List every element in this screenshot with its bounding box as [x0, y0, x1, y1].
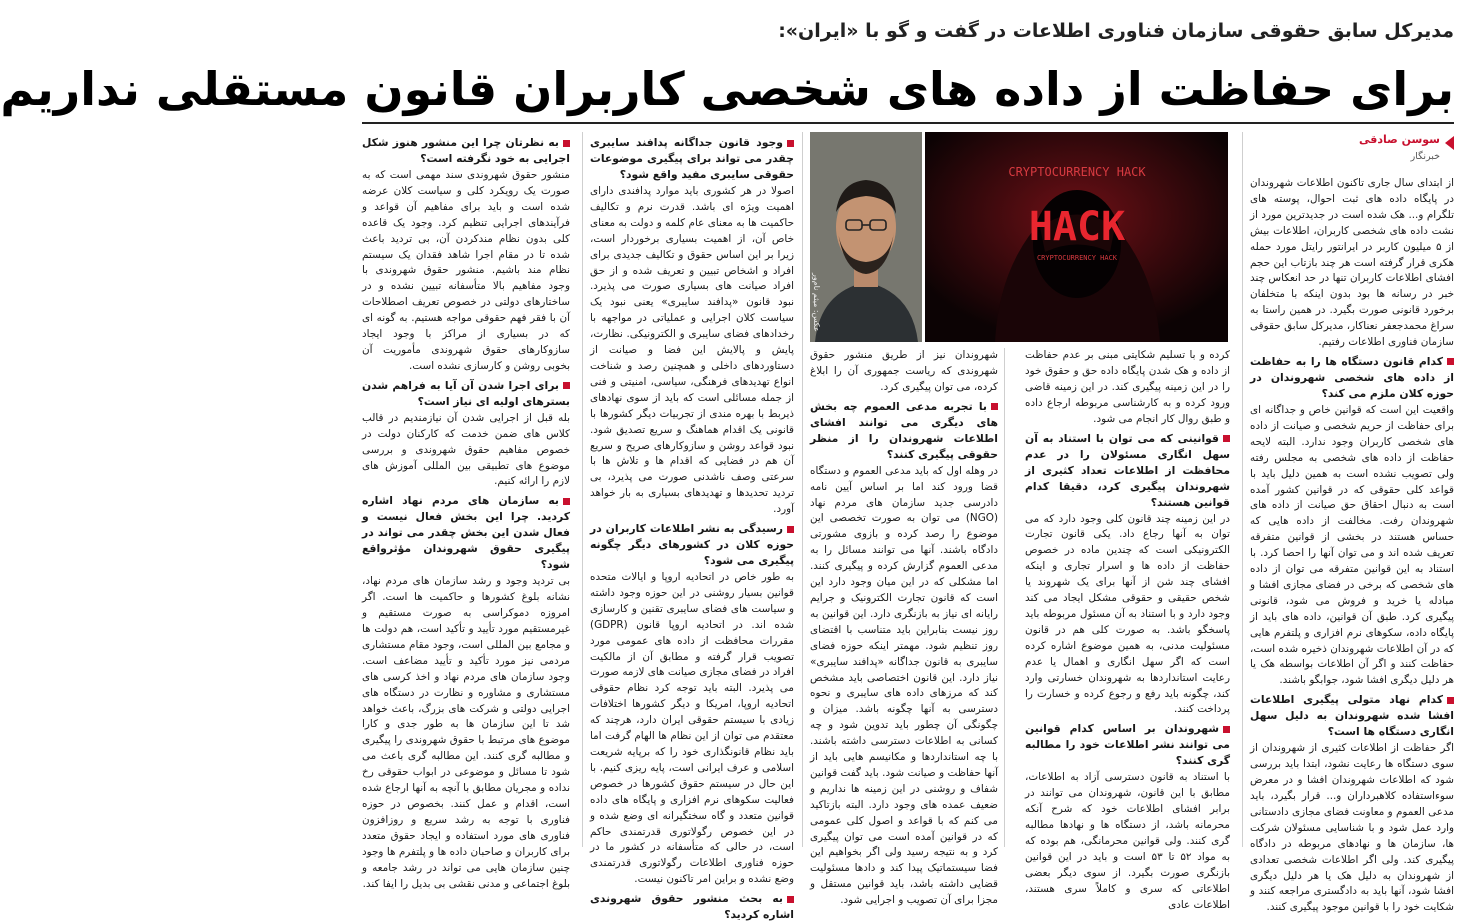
paragraph: اصولا در هر کشوری باید موارد پدافندی دارای اهمیت ویژه ای باشد. قدرت نرم و تکالیف حاکمیت ها به معنای عام کلمه و دولت به معنای خاص آن، از اهمیت بسیاری برخوردار است، زیرا بر این اساس حقوق و تکالیف جدیدی برای افراد و اشخاص تبیین و تعریف شده و از حق افراد صیانت های بسیاری صورت می پذیرد. نبود قانون «پدافند سایبری» یعنی نبود یک سیاست کلان اجرایی و عملیاتی در مواجهه با رخدادهای فضای سایبری و الکترونیکی. نظارت، پایش و پالایش این فضا و صیانت از دستاوردهای داخلی و همچنین رصد و شناخت انواع تهدیدهای فرهنگی، سیاسی، امنیتی و فنی از جمله مسائلی است که باید از سوی نهادهای ذیربط با بهره مندی از تجربیات دیگر کشورها با قانونی یک اقدام هماهنگ و سریع تصدیق شود. نبود قواعد روشن و سازوکارهای صریح و سریع آن هم در فضایی که اقدام ها و تلاش ها با سرعتی وصف ناشدنی صورت می پذیرد، بی تردید تحدیدها و تهدیدهای بسیاری به بار خواهد آورد. — [590, 185, 794, 516]
column-2 — [1025, 132, 1230, 911]
hack-image-top-text: CRYPTOCURRENCY HACK — [1008, 165, 1146, 179]
paragraph: در وهله اول که باید مدعی العموم و دستگاه قضا ورود کند اما بر اساس آیین نامه دادرسی جدید سازمان های مردم نهاد (NGO) می توان به صورت تخصصی این موضوع را رصد کرده و بازوی مشورتی دادگاه باشند. آنها می توانند مسائل را به مدعی العموم گزارش کرده و پیگیری کنند. اما مشکلی که در این میان وجود دارد این است که قانون تجارت الکترونیک و جرایم رایانه ای نیاز به بازنگری دارد. این قوانین به روز نیست بنابراین باید متناسب با اقتضای روز تنظیم شود. مهمتر اینکه حوزه فضای سایبری به قانون جداگانه «پدافند سایبری» نیاز دارد. این قانون اختصاصی باید مشخص کند که مرزهای داده های سایبری و نحوه دسترسی به آنها چگونه باشد. میزان و چگونگی آن چطور باید تدوین شود و چه کسانی به اطلاعات دسترسی داشته باشند. با چه استانداردها و مکانیسم هایی باید از آنها حفاظت و صیانت شود. باید گفت قوانین شفاف و روشنی در این زمینه ها نداریم و ضعیف عمده های وجود دارد. البته بازتاکید می کنم که با قواعد و اصول کلی عمومی که در قوانین آمده است می توان پیگیری کرد و به نتیجه رسید ولی اگر بخواهیم این فضا سیستماتیک پیدا کند و دادها مسئولیت قضایی داشته باشد، باید قوانین مستقل و مجزا برای آن تصویب و اجرایی شود. — [810, 464, 998, 907]
author-role: خبرنگار — [1410, 151, 1440, 162]
byline — [1250, 132, 1454, 176]
question-heading: وجود قانون جداگانه پدافند سایبری چقدر می تواند برای پیگیری موضوعات حقوقی سایبری مفید واقع شود؟ — [590, 136, 794, 181]
article-headline: برای حفاظت از داده های شخصی کاربران قانون مستقلی نداریم — [0, 62, 1454, 116]
question-heading: برای اجرا شدن آن آیا به فراهم شدن بسترهای اولیه ای نیاز است؟ — [362, 378, 570, 408]
column-divider — [582, 132, 583, 847]
paragraph: اگر حفاظت از اطلاعات کثیری از شهروندان از سوی دستگاه ها رعایت نشود، ابتدا باید بررسی شود که اطلاعات شهروندان افشا و در معرض سوءاستفاده کلاهبرداران و... قرار بگیرد، باید مدعی العموم و معاونت فضای مجازی دادستانی وارد عمل شود و با شناسایی مسئولان شرکت ها، سازمان ها و نهادهای مربوطه در دادگاه پیگیری کند. ولی اگر اطلاعات شخصی تعدادی از شهروندان به دلیل هک یا هر دلیل دیگری افشا شود، آنها باید به دادگستری مراجعه کنند و شکایت خود را با قوانین موجود پیگیری کنند. — [1249, 742, 1454, 914]
paragraph: با استناد به قانون دسترسی آزاد به اطلاعات، مطابق با این قانون، شهروندان می توانند در برابر افشای اطلاعات خود که شرح آنکه محرمانه باشد، از دستگاه ها و نهادها مطالبه گری کنند. ولی قوانین محرمانگی، هم بوده که به مواد ۵۲ تا ۵۳ است و باید در این قوانین بازنگری صورت بگیرد. از سوی دیگر بعضی اطلاعاتی که سری و کاملاً سری هستند، اطلاعات عادی — [1025, 771, 1230, 911]
paragraph: واقعیت این است که قوانین خاص و جداگانه ای برای حفاظت از حریم شخصی و صیانت از داده های شخصی کاربران وجود ندارد. البته لایحه حفاظت از داده های شخصی به مجلس رفته ولی تصویب نشده است به همین دلیل باید با قواعد کلی حقوقی که در قوانین کشور آمده است به دنبال احقاق حق صیانت از داده های شهروندان رفت. مخالفت از داده هایی که حساس هستند در بخشی از قوانین متفرقه تعریف شده اند و می توان آنها را احصا کرد. با استناد به این قوانین متفرقه می توان از داده های شخصی که برخی در فضای مجازی افشا و مبادله یا خرید و فروش می شود، قانونی پیگیری کرد. طبق آن قوانین، داده های باید از پایگاه داده، سکوهای نرم افزاری و پلتفرم هایی که در آن اطلاعات شهروندان ذخیره شده است، حفاظت کنند و اگر آن اطلاعات بواسطه هک یا هر دلیل دیگری افشا شود، جوابگو باشند. — [1250, 403, 1454, 687]
paragraph: بله قبل از اجرایی شدن آن نیازمندیم در قالب کلاس های ضمن خدمت که کارکنان دولت در خصوص مفاهیم حقوق شهروندی و بررسی موضوع های تطبیقی بین المللی آموزش های لازم را ارائه کنیم. — [362, 411, 570, 488]
paragraph: در این زمینه چند قانون کلی وجود دارد که می توان به آنها رجاع داد. یکی قانون تجارت الکترونیکی است که چندین ماده در خصوص حفاظت از داده ها و اسرار تجاری و اینکه افشای چند شن از آنها برای یک شهروند یا شخص حقیقی و حقوقی مشکل ایجاد می کند وجود دارد و با استناد به آن مسئول مربوطه باید پاسخگو باشد. به صورت کلی هم در قانون مسئولیت مدنی، به همین موضوع اشاره کرده است که اگر سهل انگاری و اهمال یا عدم رعایت استانداردها به شهروندان خسارتی وارد کند، چگونه باید رفع و رجوع کرده و خسارت را پرداخت کنند. — [1025, 512, 1230, 716]
photo-spacer — [1025, 132, 1230, 348]
column-3 — [810, 132, 998, 907]
photo-credit: عکس: میثم نام‌ور — [812, 273, 821, 332]
photo-spacer — [810, 132, 998, 348]
question-heading: به بحث منشور حقوق شهروندی اشاره کردید؟ — [590, 892, 794, 922]
question-heading: با تجربه مدعی العموم چه بخش های دیگری می توانند افشای اطلاعات شهروندان را از منظر حقوقی پیگیری کنند؟ — [810, 399, 998, 461]
byline-triangle-icon — [1445, 136, 1454, 150]
column-divider — [1004, 348, 1005, 847]
hack-image-title: HACK — [1028, 204, 1126, 250]
question-heading: کدام قانون دستگاه ها را به حفاظت از داده های شخصی شهروندان در حوزه کلان ملزم می کند؟ — [1250, 354, 1454, 400]
paragraph: به طور خاص در اتحادیه اروپا و ایالات متحده قوانین بسیار روشنی در این حوزه وجود داشته و سیاست های فضای سایبری تقنین و کارسازی شده اند. در اتحادیه اروپا قانون (GDPR) مقررات محافظت از داده های عمومی مورد تصویب قرار گرفته و مطابق آن از مالکیت افراد در فضای مجازی صیانت های لازمه صورت می پذیرد. البته باید توجه کرد نظام حقوقی اتحادیه اروپا، امریکا و دیگر کشورها اختلافات زیادی با سیستم حقوقی ایران دارد، هرچند که معتقدم می توان از این نظام ها الهام گرفت اما باید نظام قانونگذاری خود را که برپایه شریعت اسلامی و عرف ایرانی است، پایه ریزی کنیم. با این حال در سیستم حقوق کشورها در خصوص فعالیت سکوهای نرم افزاری و پایگاه های داده قوانین متعدد و گاه سختگیرانه ای وضع شده و در این خصوص رگولاتوری قدرتمندی حاکم است، در حالی که متأسفانه در کشور ما در حوزه فناوری اطلاعات رگولاتوری قدرتمندی وضع نشده و براین امر تاکنون نیست. — [590, 571, 794, 886]
author-name: سوسن صادقی — [1359, 133, 1440, 146]
question-heading: به سازمان های مردم نهاد اشاره کردید. چرا این بخش فعال نیست و فعال شدن این بخش چقدر می تواند در پیگیری حقوق شهروندان مؤثرواقع شود؟ — [362, 494, 570, 572]
question-heading: رسیدگی به نشر اطلاعات کاربران در حوزه کلان در کشورهای دیگر چگونه پیگیری می شود؟ — [590, 522, 794, 568]
question-heading: به نظرتان چرا این منشور هنوز شکل اجرایی به خود نگرفته است؟ — [362, 136, 570, 165]
question-heading: شهروندان بر اساس کدام قوانین می توانند نشر اطلاعات خود را مطالبه گری کنند؟ — [1025, 722, 1230, 768]
question-heading: کدام نهاد متولی پیگیری اطلاعات افشا شده شهروندان به دلیل سهل انگاری دستگاه ها است؟ — [1250, 693, 1454, 739]
column-4 — [590, 132, 794, 922]
headline-rule — [362, 122, 1454, 124]
paragraph: از ابتدای سال جاری تاکنون اطلاعات شهروندان در پایگاه داده های ثبت احوال، پوسته های تلگرام و... هک شده است در جدیدترین مورد از نشت داده های شخصی کاربران، اطلاعات بیش از ۵ میلیون کاربر در ایرانتور رایتل مورد حمله هکری قرار گرفته است هر چند بازتاب این حجم افشای اطلاعات کاربران تنها در حد انعکاس چند خبر در رسانه ها بود بدون اینکه با متخلفان برخورد قانونی صورت بگیرد. در همین راستا به سراغ محمدجعفر نعناکار، مدیرکل سابق حقوقی سازمان فناوری اطلاعات رفتیم. — [1250, 177, 1454, 349]
paragraph: شهروندان نیز از طریق منشور حقوق شهروندی که ریاست جمهوری آن را ابلاغ کرده، می توان پیگیری کرد. — [810, 349, 998, 393]
column-divider — [1242, 132, 1243, 847]
article-kicker: مدیرکل سابق حقوقی سازمان فناوری اطلاعات در گفت و گو با «ایران»: — [778, 20, 1454, 42]
column-1 — [1249, 132, 1454, 914]
column-5 — [362, 132, 570, 890]
question-heading: قوانینی که می توان با استناد به آن سهل انگاری مسئولان را در عدم محافظت از اطلاعات تعداد کثیری از شهروندان پیگیری کرد، دقیقا کدام قوانین هستند؟ — [1025, 431, 1230, 509]
paragraph: منشور حقوق شهروندی سند مهمی است که به صورت یک رویکرد کلی و سیاست کلان عرضه شده است و باید برای مفاهیم آن قواعد و فرآیندهای اجرایی تنظیم کرد. وجود یک قاعده کلی بدون نظام مندکردن آن، بی تردید باعث شده تا در مقام اجرا شاهد فقدان یک سیستم نظام مند باشیم. منشور حقوق شهروندی با وجود مفاهیم بالا متأسفانه تبیین نشده و در ساختارهای دولتی در خصوص تعریف اصطلاحات آن با فقر فهم حقوقی مواجه هستیم. به گونه ای که در بسیاری از مراکز با وجود ایجاد سازوکارهای حقوق شهروندی مأموریت آن بخوبی روشن و کارسازی نشده است. — [362, 169, 570, 372]
paragraph: بی تردید وجود و رشد سازمان های مردم نهاد، نشانه بلوغ کشورها و حاکمیت ها است. اگر امروزه دموکراسی به صورت مستقیم و غیرمستقیم مورد تأیید و تأکید است، هم دولت ها و مجامع بین المللی است، وجود مقام مستشاری مردمی نیز مورد تأکید و تأیید مضاعف است. وجود سازمان های مردم نهاد و اخذ کرسی های مستشاری و مشاوره و نظارت در دستگاه های اجرایی دولتی و شرکت های بزرگ، باعث خواهد شد تا این سازمان ها به طور جدی و کارا موضوع های مرتبط با حقوق شهروندی را پیگیری و مطالبه گری کنند. این مطالبه گری باعث می شود تا مسائل و موضوعی در ابواب حقوقی رخ نداده و مجریان مطابق با آنچه به آنها ارجاع شده است، اقدام و عمل کنند. بخصوص در حوزه فناوری با توجه به رشد سریع و روزافزون فناوری های مورد استفاده و ایجاد حقوق متعدد برای کاربران و صاحبان داده ها و پلتفرم ها وجود چنین سازمان هایی می تواند در رشد جامعه و بلوغ اجتماعی و مدنی نقشی بی بدیل را ایفا کند. — [362, 575, 570, 890]
hack-image-sub-text: CRYPTOCURRENCY HACK — [1036, 254, 1118, 262]
paragraph: کرده و با تسلیم شکایتی مبنی بر عدم حفاظت از داده و هک شدن پایگاه داده حق و حقوق خود را در این زمینه پیگیری کند. در این زمینه قاضی ورود کرده و به کارشناسی مربوطه ارجاع داده و طبق روال کار انجام می شود. — [1025, 349, 1230, 425]
column-divider — [802, 132, 803, 847]
